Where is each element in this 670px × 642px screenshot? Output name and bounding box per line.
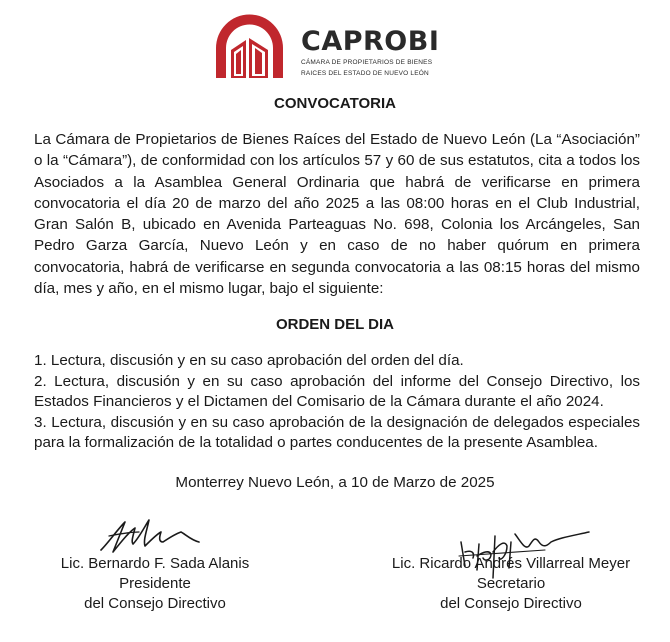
- agenda-title: ORDEN DEL DIA: [275, 316, 395, 333]
- agenda-item: 2. Lectura, discusión y en su caso aprobación del informe del Consejo Directivo, los Estados Financieros y el Dictamen del Comisario de la Cámara durante el año 2024.: [34, 372, 640, 411]
- brand-name: CAPROBI: [301, 26, 440, 57]
- caprobi-logo-icon: [212, 10, 287, 80]
- header: [212, 8, 462, 80]
- president-body: del Consejo Directivo: [84, 595, 226, 612]
- agenda-list: [34, 351, 640, 454]
- secretary-signature-block: [380, 554, 642, 614]
- place-date: Monterrey Nuevo León, a 10 de Marzo de 2025: [175, 474, 495, 491]
- secretary-role: Secretario: [476, 575, 546, 592]
- intro-paragraph: La Cámara de Propietarios de Bienes Raíces del Estado de Nuevo León (La “Asociación” o la “Cámara”), de conformidad con los artículos 57 y 60 de sus estatutos, cita a todos los Asociados a la Asamblea General Ordinaria que habrá de verificarse en primera convocatoria el día 20 de marzo del año 2025 a las 08:00 horas en el Club Industrial, Gran Salón B, ubicado en Avenida Parteaguas No. 698, Colonia los Arcángeles, San Pedro Garza García, Nuevo León y en caso de no haber quórum en primera convocatoria, habrá de verificarse en segunda convocatoria a las 08:15 horas del mismo día, mes y año, en el mismo lugar, bajo el siguiente:: [34, 131, 640, 298]
- brand-block: [301, 28, 439, 77]
- brand-subtitle-line-1: CÁMARA DE PROPIETARIOS DE BIENES: [301, 59, 433, 66]
- president-signature-block: [50, 554, 260, 614]
- document-title: CONVOCATORIA: [274, 95, 396, 112]
- secretary-name: Lic. Ricardo Andrés Villarreal Meyer: [391, 555, 631, 572]
- agenda-item: 1. Lectura, discusión y en su caso aprobación del orden del día.: [34, 352, 464, 369]
- president-role: Presidente: [119, 575, 191, 592]
- secretary-body: del Consejo Directivo: [440, 595, 582, 612]
- president-name: Lic. Bernardo F. Sada Alanis: [60, 555, 250, 572]
- president-signature-icon: [95, 512, 210, 560]
- agenda-item: 3. Lectura, discusión y en su caso aprobación de la designación de delegados especiales para la formalización de la totalidad o partes conducentes de la presente Asamblea.: [34, 413, 640, 452]
- brand-subtitle-line-2: RAICES DEL ESTADO DE NUEVO LEÓN: [301, 69, 429, 77]
